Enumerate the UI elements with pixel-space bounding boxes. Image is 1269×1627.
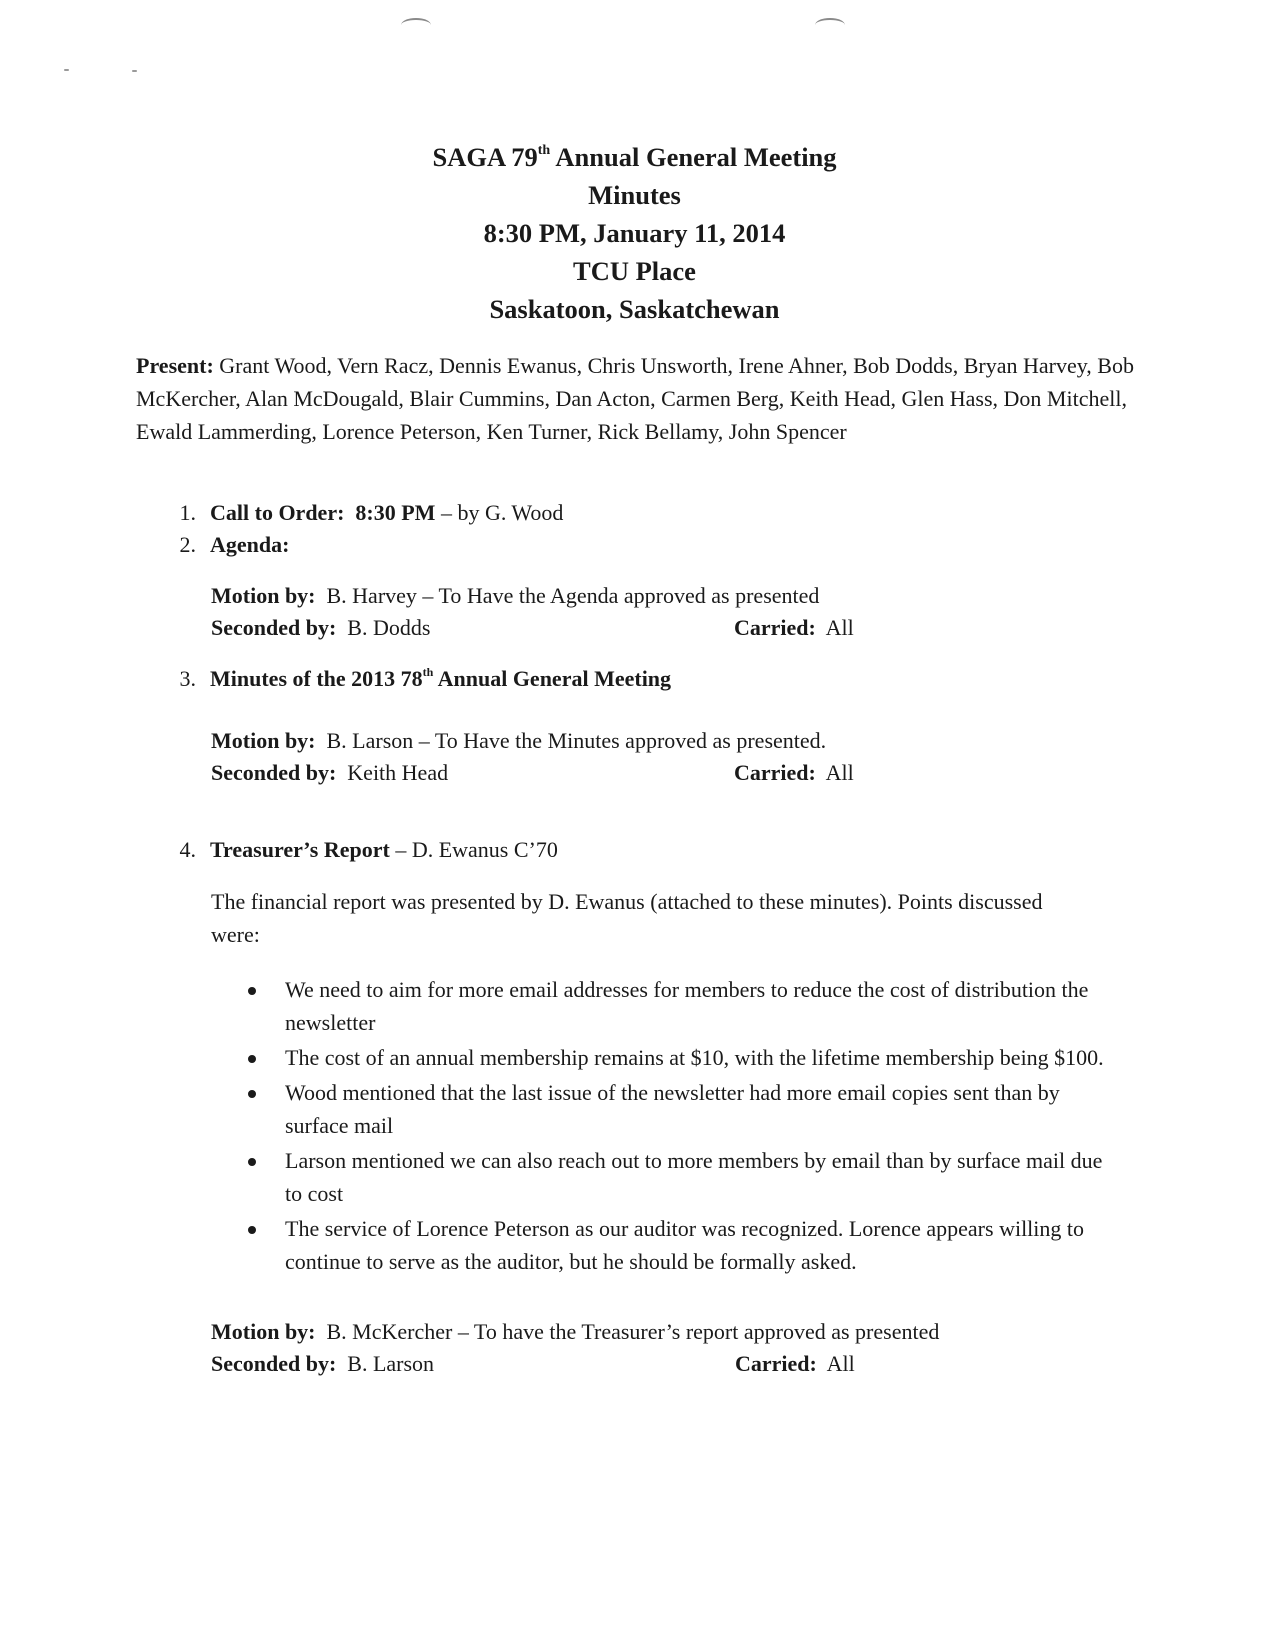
bullet-icon [248,1158,256,1166]
list-item: Wood mentioned that the last issue of the newsletter had more email copies sent than by surface mail [211,1076,1111,1142]
scan-speck [132,70,137,72]
list-item: The cost of an annual membership remains at $10, with the lifetime membership being $100. [211,1041,1111,1074]
meeting-venue: TCU Place [573,256,696,286]
motion-block-agenda: Motion by: B. Harvey – To Have the Agenda approved as presented Seconded by: B. Dodds Carried: All [211,583,854,640]
punch-hole-mark-left [401,18,431,32]
agenda-item-treasurers-report: 4. Treasurer’s Report – D. Ewanus C’70 [179,837,558,862]
discussion-points-list [211,973,1111,1280]
bullet-icon [248,1055,256,1063]
list-item: Larson mentioned we can also reach out to more members by email than by surface mail due to cost [211,1144,1111,1210]
bullet-icon [248,1090,256,1098]
meeting-datetime: 8:30 PM, January 11, 2014 [483,218,786,248]
bullet-icon [248,987,256,995]
present-label: Present: [136,353,214,378]
agenda-item-previous-minutes: 3. Minutes of the 2013 78th Annual General Meeting [179,665,672,691]
attendee-names: Grant Wood, Vern Racz, Dennis Ewanus, Chris Unsworth, Irene Ahner, Bob Dodds, Bryan Harvey, Bob McKercher, Alan McDougald, Blair Cummins, Dan Acton, Carmen Berg, Keith Head, Glen Hass, Don Mitchell, Ewald Lammerding, Lorence Peterson, Ken Turner, Rick Bellamy, John Spencer [136,353,1134,444]
agenda-item-agenda: 2. Agenda: [179,532,290,557]
bullet-icon [248,1226,256,1234]
punch-hole-mark-right [815,18,845,32]
meeting-title: SAGA 79th Annual General Meeting [432,142,837,172]
scan-speck [64,69,69,71]
treasurer-report-paragraph: The financial report was presented by D. Ewanus (attached to these minutes). Points discussed were: [211,889,1043,947]
motion-block-minutes: Motion by: B. Larson – To Have the Minutes approved as presented. Seconded by: Keith Head Carried: All [211,728,854,785]
list-item: The service of Lorence Peterson as our auditor was recognized. Lorence appears willing to continue to serve as the auditor, but he should be formally asked. [211,1212,1111,1278]
meeting-location: Saskatoon, Saskatchewan [489,294,780,324]
motion-block-treasurer-report: Motion by: B. McKercher – To have the Treasurer’s report approved as presented Seconded by: B. Larson Carried: All [211,1319,940,1376]
list-item: We need to aim for more email addresses for members to reduce the cost of distribution the newsletter [211,973,1111,1039]
document-type: Minutes [588,180,681,210]
document-header [0,138,1269,328]
attendees-paragraph [136,349,1136,448]
agenda-item-call-to-order: 1. Call to Order: 8:30 PM – by G. Wood [179,500,564,525]
